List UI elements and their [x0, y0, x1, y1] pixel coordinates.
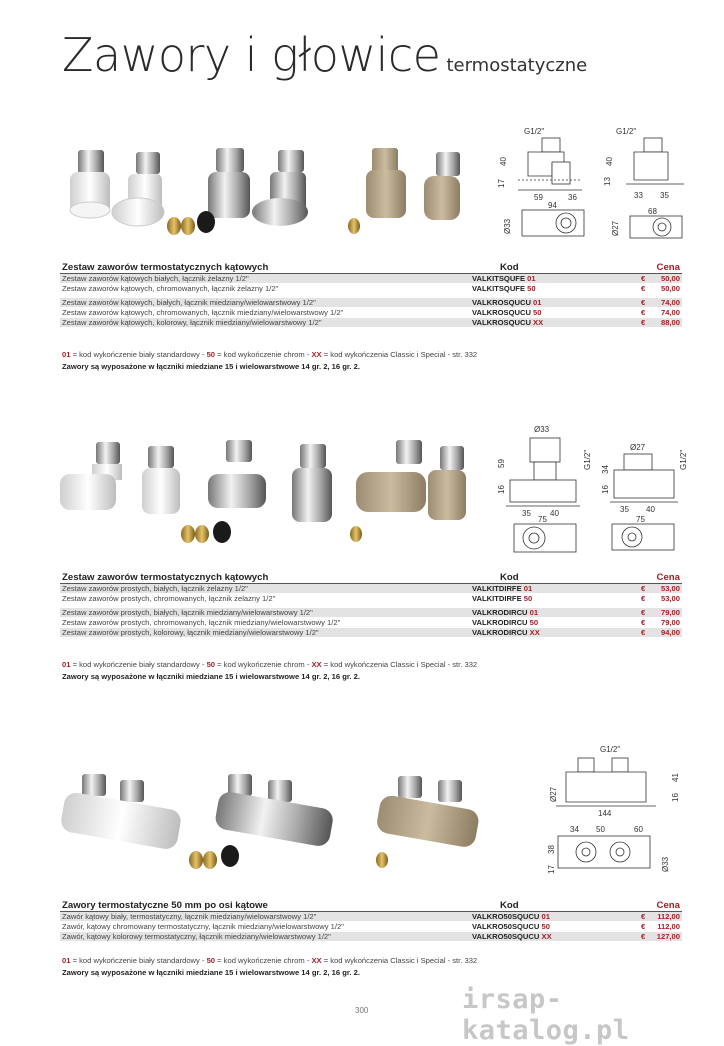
code-header: Kod — [500, 262, 519, 273]
dim-label: G1/2" — [600, 745, 621, 754]
row-desc: Zawór, kątowy chromowany termostatyczny, łącznik miedziany/wielowarstwowy 1/2" — [62, 922, 344, 931]
row-currency: € — [641, 912, 646, 921]
table-row — [60, 932, 682, 942]
row-desc: Zestaw zaworów prostych, chromowanych, łącznik miedziany/wielowarstwowy 1/2" — [62, 618, 341, 627]
row-currency: € — [641, 922, 646, 931]
title-sub: termostatyczne — [446, 55, 588, 76]
finish-code-note: 01 = kod wykończenie biały standardowy - 50 = kod wykończenie chrom - XX = kod wykończenia Classic i Special - str. 332 — [62, 350, 478, 359]
dim-label: Ø33 — [661, 856, 670, 872]
dim-label: Ø33 — [534, 425, 550, 434]
dim-label: 13 — [603, 177, 612, 186]
row-price: 50,00 — [660, 284, 680, 293]
row-desc: Zestaw zaworów prostych, białych, łącznik żelazny 1/2" — [62, 584, 248, 593]
row-desc: Zestaw zaworów kątowych białych, łącznik żelazny 1/2" — [62, 274, 249, 283]
row-price: 79,00 — [660, 618, 680, 627]
row-price: 79,00 — [660, 608, 680, 617]
dim-label: 34 — [601, 465, 610, 474]
dim-label: 36 — [568, 193, 577, 202]
row-desc: Zestaw zaworów kątowych, kolorowy, łącznik miedziany/wielowarstwowy 1/2" — [62, 318, 322, 327]
table-header — [60, 900, 682, 912]
row-code: VALKROSQUCU 50 — [472, 308, 542, 317]
dim-label: 35 — [620, 505, 629, 514]
row-code: VALKRODIRCU 50 — [472, 618, 539, 627]
table-row — [60, 284, 682, 294]
dim-label: 94 — [548, 201, 557, 210]
row-price: 88,00 — [660, 318, 680, 327]
dim-label: 38 — [547, 845, 556, 854]
dim-label: 41 — [671, 773, 680, 782]
table-row — [60, 618, 682, 628]
dim-label: G1/2" — [524, 127, 545, 136]
product-photo-angle-valves — [56, 140, 476, 250]
row-code: VALKRODIRCU XX — [472, 628, 540, 637]
row-code: VALKRO50SQUCU XX — [472, 932, 552, 941]
dim-label: 33 — [634, 191, 643, 200]
price-table-2 — [60, 572, 682, 638]
dim-label: Ø27 — [549, 786, 558, 802]
row-code: VALKROSQUCU 01 — [472, 298, 542, 307]
row-code: VALKRODIRCU 01 — [472, 608, 539, 617]
connector-note: Zawory są wyposażone w łączniki miedziane 15 i wielowarstwowe 14 gr. 2, 16 gr. 2. — [62, 968, 360, 977]
connector-note: Zawory są wyposażone w łączniki miedziane 15 i wielowarstwowe 14 gr. 2, 16 gr. 2. — [62, 362, 360, 371]
row-currency: € — [641, 274, 646, 283]
dim-label: Ø27 — [630, 443, 646, 452]
row-currency: € — [641, 284, 646, 293]
dim-label: 35 — [660, 191, 669, 200]
page-number: 300 — [355, 1006, 369, 1015]
finish-code-note: 01 = kod wykończenie biały standardowy - 50 = kod wykończenie chrom - XX = kod wykończenia Classic i Special - str. 332 — [62, 956, 478, 965]
technical-drawing-1a — [488, 124, 600, 260]
watermark: irsap-katalog.pl — [462, 984, 630, 1046]
dim-label: 60 — [634, 825, 643, 834]
dim-label: 59 — [497, 459, 506, 468]
row-currency: € — [641, 618, 646, 627]
row-code: VALKROSQUCU XX — [472, 318, 544, 327]
dim-label: 40 — [499, 157, 508, 166]
dim-label: 40 — [550, 509, 559, 518]
price-table-1 — [60, 262, 682, 328]
title-main: Zawory i głowice — [62, 28, 441, 82]
row-price: 112,00 — [657, 922, 680, 931]
row-currency: € — [641, 932, 646, 941]
table-row — [60, 298, 682, 308]
dim-label: 16 — [497, 485, 506, 494]
table-row — [60, 594, 682, 604]
dim-label: 50 — [596, 825, 605, 834]
technical-drawing-2b — [600, 440, 692, 562]
table-row — [60, 608, 682, 618]
dim-label: 34 — [570, 825, 579, 834]
dim-label: 16 — [671, 793, 680, 802]
table-row — [60, 922, 682, 932]
row-desc: Zawór, kątowy kolorowy termostatyczny, łącznik miedziany/wielowarstwowy 1/2" — [62, 932, 331, 941]
dim-label: 35 — [522, 509, 531, 518]
row-price: 112,00 — [657, 912, 680, 921]
connector-note: Zawory są wyposażone w łączniki miedziane 15 i wielowarstwowe 14 gr. 2, 16 gr. 2. — [62, 672, 360, 681]
row-currency: € — [641, 308, 646, 317]
row-currency: € — [641, 628, 646, 637]
table-header — [60, 572, 682, 584]
row-desc: Zawór kątowy biały, termostatyczny, łącznik miedziany/wielowarstwowy 1/2" — [62, 912, 317, 921]
technical-drawing-1b — [604, 124, 694, 260]
table-heading: Zestaw zaworów termostatycznych kątowych — [62, 262, 269, 273]
row-currency: € — [641, 594, 646, 603]
dim-label: G1/2" — [583, 449, 592, 470]
dim-label: 40 — [646, 505, 655, 514]
price-header: Cena — [656, 262, 680, 273]
row-price: 53,00 — [660, 584, 680, 593]
row-code: VALKITSQUFE 50 — [472, 284, 536, 293]
dim-label: 40 — [605, 157, 614, 166]
dim-label: 75 — [636, 515, 645, 524]
row-desc: Zestaw zaworów kątowych, chromowanych, łącznik żelazny 1/2" — [62, 284, 279, 293]
row-currency: € — [641, 298, 646, 307]
table-row — [60, 318, 682, 328]
price-header: Cena — [656, 572, 680, 583]
row-desc: Zestaw zaworów kątowych, chromowanych, łącznik miedziany/wielowarstwowy 1/2" — [62, 308, 344, 317]
table-row — [60, 628, 682, 638]
table-row — [60, 912, 682, 922]
dim-label: G1/2" — [679, 449, 688, 470]
table-row — [60, 584, 682, 594]
product-photo-straight-valves — [56, 434, 476, 554]
row-desc: Zestaw zaworów prostych, kolorowy, łącznik miedziany/wielowarstwowy 1/2" — [62, 628, 319, 637]
row-code: VALKITDIRFE 01 — [472, 584, 533, 593]
technical-drawing-2a — [496, 420, 600, 562]
dim-label: Ø27 — [611, 220, 620, 236]
dim-label: G1/2" — [616, 127, 637, 136]
dim-label: 59 — [534, 193, 543, 202]
table-row — [60, 308, 682, 318]
row-currency: € — [641, 584, 646, 593]
row-price: 94,00 — [660, 628, 680, 637]
code-header: Kod — [500, 572, 519, 583]
price-table-3 — [60, 900, 682, 942]
price-header: Cena — [656, 900, 680, 911]
dim-label: 144 — [598, 809, 612, 818]
table-header — [60, 262, 682, 274]
row-price: 74,00 — [660, 298, 680, 307]
row-price: 74,00 — [660, 308, 680, 317]
dim-label: 17 — [497, 179, 506, 188]
page-title — [62, 28, 587, 82]
row-currency: € — [641, 318, 646, 327]
row-code: VALKITSQUFE 01 — [472, 274, 536, 283]
dim-label: 17 — [547, 865, 556, 874]
row-price: 127,00 — [656, 932, 680, 941]
product-photo-50mm-valves — [56, 770, 476, 880]
row-desc: Zestaw zaworów kątowych, białych, łącznik miedziany/wielowarstwowy 1/2" — [62, 298, 316, 307]
dim-label: Ø33 — [503, 218, 512, 234]
row-desc: Zestaw zaworów prostych, białych, łącznik miedziany/wielowarstwowy 1/2" — [62, 608, 313, 617]
code-header: Kod — [500, 900, 519, 911]
table-heading: Zawory termostatyczne 50 mm po osi kątowe — [62, 900, 268, 911]
table-row — [60, 274, 682, 284]
row-price: 53,00 — [660, 594, 680, 603]
row-price: 50,00 — [660, 274, 680, 283]
dim-label: 75 — [538, 515, 547, 524]
technical-drawing-3 — [536, 742, 686, 886]
table-heading: Zestaw zaworów termostatycznych kątowych — [62, 572, 269, 583]
row-code: VALKRO50SQUCU 01 — [472, 912, 550, 921]
row-code: VALKITDIRFE 50 — [472, 594, 533, 603]
row-desc: Zestaw zaworów prostych, chromowanych, łącznik żelazny 1/2" — [62, 594, 276, 603]
dim-label: 16 — [601, 485, 610, 494]
dim-label: 68 — [648, 207, 657, 216]
row-code: VALKRO50SQUCU 50 — [472, 922, 550, 931]
finish-code-note: 01 = kod wykończenie biały standardowy - 50 = kod wykończenie chrom - XX = kod wykończenia Classic i Special - str. 332 — [62, 660, 478, 669]
row-currency: € — [641, 608, 646, 617]
